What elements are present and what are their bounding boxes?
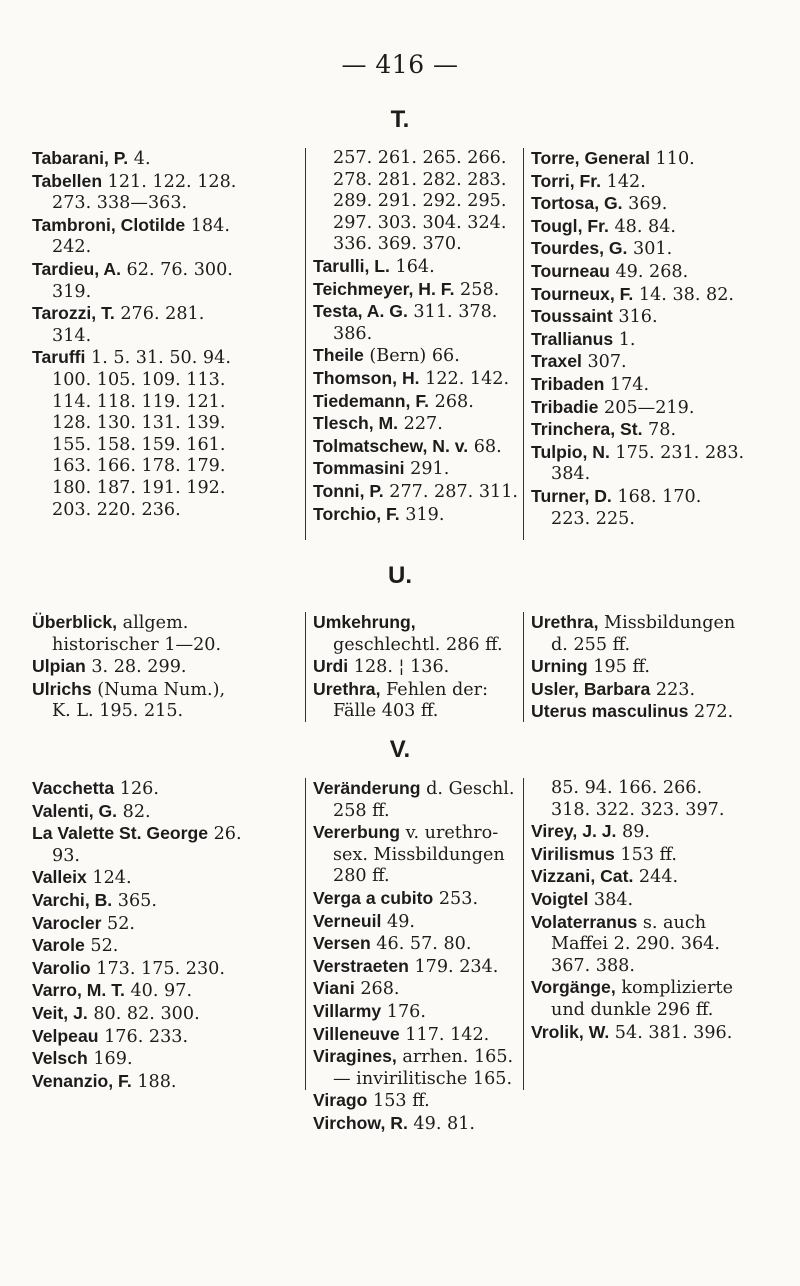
entry-name: Tourdes, G. — [531, 238, 628, 259]
index-entry — [531, 261, 746, 284]
entry-name: Valleix — [32, 867, 87, 888]
index-entry — [531, 889, 746, 912]
index-entry — [531, 374, 746, 397]
index-entry — [313, 413, 528, 436]
entry-pages: 175. 231. 283. 384. — [551, 442, 745, 485]
entry-name: Varolio — [32, 957, 91, 978]
index-entry — [531, 656, 746, 679]
entry-name: Tardieu, A. — [32, 258, 121, 279]
entry-pages: Missbildungen d. 255 ff. — [551, 613, 736, 655]
entry-name: Tarulli, L. — [313, 255, 390, 276]
entry-name: Verneuil — [313, 910, 382, 931]
entry-pages: 174. — [604, 374, 650, 395]
entry-pages: d. Geschl. 258 ff. — [333, 779, 515, 821]
entry-pages: 80. 82. 300. — [87, 1003, 200, 1024]
index-entry — [32, 347, 247, 521]
entry-pages: arrhen. 165. — [396, 1047, 514, 1068]
index-entry — [531, 977, 746, 1021]
entry-name: Varocler — [32, 912, 102, 933]
index-entry — [313, 679, 528, 723]
entry-pages: 268. — [429, 391, 474, 412]
entry-name: Uterus masculinus — [531, 701, 689, 722]
index-entry — [531, 612, 746, 656]
entry-name: Tortosa, G. — [531, 193, 623, 214]
entry-name: Tabarani, P. — [32, 148, 129, 168]
index-entry — [313, 301, 528, 345]
entry-pages: 1. 5. 31. 50. 94. 100. 105. 109. 113. 114. 118. 119. 121. 128. 130. 131. 139. 155. 158. 159. 161. 163. 166. 178. 179. 180. 187. 191. 192. 203. 220. 236. — [52, 348, 231, 520]
entry-pages: 277. 287. 311. — [383, 481, 519, 502]
entry-pages: 227. — [398, 414, 443, 435]
entry-name: Tougl, Fr. — [531, 215, 609, 236]
entry-name: Virago — [313, 1090, 368, 1111]
entry-name: Tlesch, M. — [313, 413, 399, 434]
index-entry — [313, 504, 528, 527]
index-entry — [32, 612, 247, 656]
index-entry — [313, 256, 528, 279]
entry-name: La Valette St. George — [32, 823, 208, 844]
entry-name: Ulpian — [32, 656, 86, 677]
entry-name: Tulpio, N. — [531, 441, 610, 462]
entry-name: Urning — [531, 656, 588, 677]
entry-name: Trinchera, St. — [531, 419, 643, 440]
entry-pages: 169. — [87, 1049, 133, 1070]
index-entry — [531, 701, 746, 724]
index-entry — [531, 329, 746, 352]
index-entry — [313, 1069, 528, 1091]
index-entry — [32, 1003, 247, 1026]
entry-name: Urdi — [313, 656, 349, 677]
entry-pages: 311. 378. 386. — [333, 302, 498, 344]
section-t-column-2 — [305, 148, 528, 540]
entry-name: Tribadie — [531, 396, 599, 417]
index-entry — [313, 279, 528, 302]
index-entry — [32, 679, 247, 723]
entry-pages: komplizierte und dunkle 296 ff. — [551, 978, 733, 1020]
entry-name: Varole — [32, 935, 85, 956]
entry-name: Taruffi — [32, 347, 86, 368]
entry-name: Traxel — [531, 351, 582, 372]
section-t-column-3 — [523, 148, 746, 540]
entry-name: Tribaden — [531, 373, 605, 394]
entry-pages: 14. 38. 82. — [633, 284, 735, 305]
entry-pages: 253. — [433, 888, 479, 909]
entry-pages: 307. — [581, 352, 627, 373]
index-entry — [531, 778, 746, 821]
entry-pages: 54. 381. 396. — [609, 1022, 733, 1043]
entry-name: Velpeau — [32, 1025, 99, 1046]
entry-pages: 184. 242. — [52, 215, 230, 258]
index-entry — [313, 888, 528, 911]
entry-pages: s. auch Maffei 2. 290. 364. 367. 388. — [551, 912, 720, 976]
entry-pages: 272. — [688, 702, 734, 723]
section-letter-u: U. — [388, 562, 412, 589]
entry-name: Torre, General — [531, 148, 650, 168]
entry-name: Tourneau — [531, 260, 610, 281]
index-entry — [32, 801, 247, 824]
index-entry — [32, 867, 247, 890]
entry-pages: 49. — [381, 911, 416, 932]
entry-pages: (Bern) 66. — [363, 346, 460, 367]
entry-name: Toussaint — [531, 306, 613, 327]
entry-name: Varchi, B. — [32, 889, 113, 910]
entry-name: Veit, J. — [32, 1002, 88, 1023]
index-entry — [32, 980, 247, 1003]
entry-pages: 142. — [601, 171, 646, 192]
index-entry — [313, 1113, 528, 1136]
index-entry — [32, 215, 247, 259]
entry-pages: 78. — [642, 420, 677, 441]
section-t-column-1 — [32, 148, 247, 521]
entry-pages: allgem. historischer 1—20. — [52, 613, 222, 655]
entry-name: Villeneuve — [313, 1023, 400, 1044]
entry-name: Verstraeten — [313, 955, 409, 976]
section-u-column-2 — [305, 612, 528, 722]
index-entry — [32, 958, 247, 981]
entry-name: Varro, M. T. — [32, 980, 125, 1001]
entry-name: Virey, J. J. — [531, 821, 617, 842]
entry-pages: 52. — [84, 936, 119, 957]
entry-pages: 49. 81. — [407, 1113, 475, 1134]
index-entry — [313, 978, 528, 1001]
section-letter-t: T. — [390, 106, 410, 133]
entry-name: Vizzani, Cat. — [531, 866, 634, 887]
entry-pages: 291. — [404, 459, 450, 480]
entry-pages: 62. 76. 300. 319. — [52, 259, 233, 302]
index-entry — [531, 866, 746, 889]
entry-pages: 153 ff. — [367, 1091, 430, 1112]
index-entry — [32, 259, 247, 303]
index-entry — [531, 844, 746, 867]
index-entry — [32, 171, 247, 215]
entry-pages: 3. 28. 299. — [85, 657, 187, 678]
entry-name: Vrolik, W. — [531, 1021, 610, 1042]
index-entry — [32, 913, 247, 936]
entry-name: Vorgänge, — [531, 977, 616, 998]
entry-pages: 68. — [468, 436, 502, 457]
entry-pages: 117. 142. — [399, 1024, 490, 1045]
entry-name: Urethra, — [531, 612, 599, 632]
entry-name: Volaterranus — [531, 911, 638, 932]
entry-name: Vacchetta — [32, 778, 115, 798]
entry-pages: 46. 57. 80. — [370, 934, 472, 955]
entry-name: Torri, Fr. — [531, 170, 602, 191]
entry-pages: 257. 261. 265. 266. 278. 281. 282. 283. 289. 291. 292. 295. 297. 303. 304. 324. 336. 369. 370. — [333, 148, 507, 255]
entry-pages: 48. 84. — [608, 216, 677, 237]
entry-name: Überblick, — [32, 612, 118, 632]
index-entry — [32, 823, 247, 867]
entry-name: Viani — [313, 978, 355, 999]
entry-name: Verga a cubito — [313, 887, 434, 908]
entry-pages: 244. — [633, 867, 679, 888]
entry-name: Usler, Barbara — [531, 678, 651, 699]
entry-name: Versen — [313, 933, 371, 954]
index-entry — [32, 656, 247, 679]
index-entry — [313, 148, 528, 256]
index-entry — [531, 351, 746, 374]
entry-name: Ulrichs — [32, 678, 92, 699]
entry-name: Umkehrung, — [313, 612, 416, 632]
entry-pages: 316. — [612, 307, 658, 328]
entry-pages: geschlechtl. 286 ff. — [333, 634, 503, 655]
entry-pages: 82. — [117, 801, 151, 822]
entry-name: Venanzio, F. — [32, 1070, 132, 1091]
index-entry — [531, 1022, 746, 1045]
entry-name: Vererbung — [313, 822, 401, 843]
index-entry — [32, 1071, 247, 1094]
entry-pages: 85. 94. 166. 266. 318. 322. 323. 397. — [551, 778, 725, 820]
entry-name: Tourneux, F. — [531, 283, 634, 304]
entry-pages: 369. — [622, 194, 668, 215]
entry-pages: 195 ff. — [587, 657, 650, 678]
entry-pages: 179. 234. — [408, 956, 499, 977]
entry-pages: 121. 122. 128. 273. 338—363. — [52, 171, 237, 214]
entry-pages: 126. — [114, 779, 159, 799]
section-v-column-1 — [32, 778, 247, 1093]
index-entry — [313, 1024, 528, 1047]
page-number: — 416 — — [341, 50, 459, 79]
index-entry — [32, 890, 247, 913]
index-entry — [313, 911, 528, 934]
index-entry — [32, 1048, 247, 1071]
index-entry — [531, 171, 746, 194]
section-u-column-3 — [523, 612, 746, 722]
index-entry — [531, 486, 746, 530]
entry-name: Villarmy — [313, 1000, 382, 1021]
entry-pages: 128. ¦ 136. — [348, 657, 450, 678]
entry-pages: 168. 170. 223. 225. — [551, 486, 702, 529]
index-entry — [531, 912, 746, 978]
entry-name: Teichmeyer, H. F. — [313, 278, 455, 299]
entry-pages: 1. — [613, 329, 636, 350]
index-entry — [313, 956, 528, 979]
entry-pages: 122. 142. — [419, 368, 510, 389]
entry-name: Tarozzi, T. — [32, 303, 115, 324]
index-entry — [313, 458, 528, 481]
entry-pages: 52. — [101, 913, 136, 934]
entry-name: Velsch — [32, 1048, 88, 1069]
index-entry — [531, 397, 746, 420]
entry-pages: 124. — [86, 868, 132, 889]
entry-name: Virilismus — [531, 843, 615, 864]
entry-name: Trallianus — [531, 328, 614, 349]
entry-pages: 223. — [650, 679, 696, 700]
index-entry — [313, 612, 528, 656]
index-entry — [32, 148, 247, 171]
entry-pages: 205—219. — [598, 397, 695, 418]
entry-pages: 153 ff. — [614, 844, 678, 865]
entry-name: Viragines, — [313, 1046, 397, 1067]
index-entry — [531, 238, 746, 261]
entry-pages: v. urethro-sex. Missbildungen 280 ff. — [333, 823, 505, 887]
entry-pages: (Numa Num.), K. L. 195. 215. — [52, 679, 226, 722]
index-entry — [32, 935, 247, 958]
index-entry — [32, 1026, 247, 1049]
index-entry — [32, 778, 247, 801]
entry-pages: 301. — [627, 239, 673, 260]
entry-pages: Fehlen der: Fälle 403 ff. — [333, 679, 489, 722]
index-entry — [531, 679, 746, 702]
entry-name: Tambroni, Clotilde — [32, 214, 186, 235]
index-entry — [531, 216, 746, 239]
index-entry — [531, 148, 746, 171]
entry-pages: 4. — [128, 149, 151, 169]
entry-name: Tonni, P. — [313, 480, 384, 501]
entry-pages: 110. — [649, 149, 695, 169]
index-entry — [313, 778, 528, 822]
entry-pages: 176. — [381, 1001, 426, 1022]
entry-pages: 164. — [389, 256, 435, 277]
entry-pages: 176. 233. — [98, 1026, 189, 1047]
index-entry — [313, 656, 528, 679]
entry-pages: 49. 268. — [609, 261, 689, 282]
entry-pages: 173. 175. 230. — [90, 958, 225, 979]
entry-pages: 384. — [588, 889, 634, 910]
index-entry — [313, 481, 528, 504]
entry-name: Turner, D. — [531, 485, 612, 506]
entry-pages: 258. — [454, 279, 500, 300]
entry-name: Tiedemann, F. — [313, 390, 430, 411]
index-entry — [313, 1090, 528, 1113]
section-v-column-2 — [305, 778, 528, 1134]
entry-pages: 26. 93. — [52, 824, 242, 866]
entry-name: Torchio, F. — [313, 503, 400, 524]
entry-name: Veränderung — [313, 778, 421, 798]
index-entry — [531, 442, 746, 486]
index-entry — [32, 303, 247, 347]
index-entry — [313, 822, 528, 888]
index-entry — [313, 368, 528, 391]
entry-name: Valenti, G. — [32, 800, 118, 821]
entry-pages: 188. — [131, 1071, 177, 1092]
entry-pages: 268. — [354, 979, 400, 1000]
entry-pages: — invirilitische 165. — [333, 1068, 513, 1089]
index-entry — [531, 821, 746, 844]
entry-name: Voigtel — [531, 888, 589, 909]
entry-pages: 276. 281. 314. — [52, 304, 205, 346]
entry-name: Tolmatschew, N. v. — [313, 435, 469, 456]
index-entry — [531, 419, 746, 442]
entry-name: Virchow, R. — [313, 1112, 408, 1133]
entry-pages: 40. 97. — [124, 981, 193, 1002]
index-entry — [313, 345, 528, 368]
entry-pages: 319. — [399, 504, 445, 525]
entry-name: Testa, A. G. — [313, 301, 408, 322]
index-entry — [313, 391, 528, 414]
entry-name: Thomson, H. — [313, 367, 420, 388]
entry-name: Theile — [313, 345, 364, 366]
index-entry — [531, 193, 746, 216]
entry-name: Tommasini — [313, 458, 405, 479]
index-entry — [313, 1046, 528, 1069]
index-entry — [313, 1001, 528, 1024]
section-v-column-3 — [523, 778, 746, 1090]
section-letter-v: V. — [389, 736, 411, 763]
section-u-column-1 — [32, 612, 247, 723]
entry-pages: 89. — [616, 822, 651, 843]
entry-name: Tabellen — [32, 170, 103, 191]
index-entry — [313, 933, 528, 956]
entry-pages: 365. — [112, 890, 157, 911]
entry-name: Urethra, — [313, 678, 381, 699]
index-entry — [531, 306, 746, 329]
index-entry — [531, 284, 746, 307]
index-entry — [313, 436, 528, 459]
